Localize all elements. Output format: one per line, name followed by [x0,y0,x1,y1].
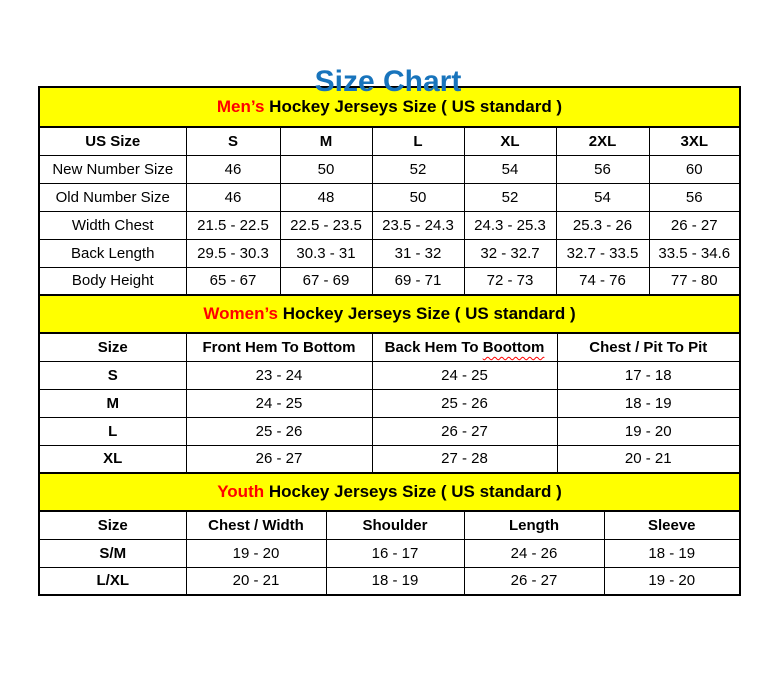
size-cell: 19 - 20 [186,539,326,567]
column-header-size: Size [39,333,186,361]
row-label: Old Number Size [39,183,186,211]
womens-size-table [38,294,741,474]
size-cell: 19 - 20 [557,417,740,445]
column-header-shoulder: Shoulder [326,511,464,539]
size-cell: 24 - 26 [464,539,604,567]
youth-section-band [39,473,740,511]
row-label: L [39,417,186,445]
size-cell: 25 - 26 [372,389,557,417]
mens-header-row [39,127,740,155]
size-cell: 65 - 67 [186,267,280,295]
table-row-body-height [39,267,740,295]
row-label: S [39,361,186,389]
size-tables [38,86,739,596]
table-row-womens-l [39,417,740,445]
size-cell: 56 [649,183,740,211]
back-hem-misspelled-word: Boottom [482,338,545,356]
size-cell: 46 [186,183,280,211]
size-cell: 18 - 19 [326,567,464,595]
column-header-xl: XL [464,127,556,155]
size-cell: 25 - 26 [186,417,372,445]
size-cell: 17 - 18 [557,361,740,389]
size-cell: 18 - 19 [557,389,740,417]
size-cell: 52 [372,155,464,183]
size-cell: 33.5 - 34.6 [649,239,740,267]
size-cell: 20 - 21 [186,567,326,595]
womens-header-row [39,333,740,361]
column-header-chest-pit: Chest / Pit To Pit [557,333,740,361]
size-cell: 24.3 - 25.3 [464,211,556,239]
column-header-m: M [280,127,372,155]
size-cell: 25.3 - 26 [556,211,649,239]
size-cell: 26 - 27 [649,211,740,239]
table-row-youth-lxl [39,567,740,595]
womens-section-band [39,295,740,333]
youth-header-row [39,511,740,539]
mens-section-title-rest: Hockey Jerseys Size ( US standard ) [269,97,563,116]
mens-size-table [38,86,741,296]
size-cell: 23 - 24 [186,361,372,389]
womens-section-title-highlight: Women’s [203,304,278,323]
column-header-chest-width: Chest / Width [186,511,326,539]
column-header-3xl: 3XL [649,127,740,155]
size-cell: 50 [280,155,372,183]
row-label: Body Height [39,267,186,295]
size-cell: 18 - 19 [604,539,740,567]
table-row-width-chest [39,211,740,239]
size-cell: 24 - 25 [372,361,557,389]
size-cell: 24 - 25 [186,389,372,417]
row-label: S/M [39,539,186,567]
size-cell: 48 [280,183,372,211]
column-header-length: Length [464,511,604,539]
youth-size-table [38,472,741,596]
size-cell: 50 [372,183,464,211]
size-cell: 46 [186,155,280,183]
size-cell: 26 - 27 [186,445,372,473]
size-cell: 69 - 71 [372,267,464,295]
womens-section-title-rest: Hockey Jerseys Size ( US standard ) [282,304,576,323]
row-label: New Number Size [39,155,186,183]
column-header-sleeve: Sleeve [604,511,740,539]
mens-section-title-highlight: Men’s [216,97,265,116]
size-cell: 32 - 32.7 [464,239,556,267]
column-header-front-hem: Front Hem To Bottom [186,333,372,361]
row-label: XL [39,445,186,473]
row-label: Back Length [39,239,186,267]
row-label: M [39,389,186,417]
size-cell: 31 - 32 [372,239,464,267]
size-cell: 21.5 - 22.5 [186,211,280,239]
column-header-2xl: 2XL [556,127,649,155]
youth-section-title [39,473,740,511]
size-cell: 56 [556,155,649,183]
youth-section-title-rest: Hockey Jerseys Size ( US standard ) [268,482,562,501]
table-row-womens-xl [39,445,740,473]
table-row-youth-sm [39,539,740,567]
size-cell: 26 - 27 [372,417,557,445]
size-cell: 32.7 - 33.5 [556,239,649,267]
size-cell: 23.5 - 24.3 [372,211,464,239]
size-cell: 74 - 76 [556,267,649,295]
size-cell: 27 - 28 [372,445,557,473]
column-header-size: Size [39,511,186,539]
size-cell: 54 [556,183,649,211]
size-cell: 20 - 21 [557,445,740,473]
size-cell: 60 [649,155,740,183]
back-hem-text: Back Hem To [384,338,479,356]
size-cell: 26 - 27 [464,567,604,595]
size-cell: 16 - 17 [326,539,464,567]
page-title: Size Chart [314,65,462,98]
table-row-old-number-size [39,183,740,211]
column-header-us-size: US Size [39,127,186,155]
size-cell: 52 [464,183,556,211]
youth-section-title-highlight: Youth [217,482,265,501]
row-label: L/XL [39,567,186,595]
table-row-new-number-size [39,155,740,183]
size-cell: 77 - 80 [649,267,740,295]
size-cell: 67 - 69 [280,267,372,295]
column-header-l: L [372,127,464,155]
size-cell: 72 - 73 [464,267,556,295]
column-header-s: S [186,127,280,155]
size-cell: 30.3 - 31 [280,239,372,267]
size-cell: 29.5 - 30.3 [186,239,280,267]
column-header-back-hem [372,333,557,361]
row-label: Width Chest [39,211,186,239]
womens-section-title [39,295,740,333]
table-row-womens-m [39,389,740,417]
table-row-back-length [39,239,740,267]
table-row-womens-s [39,361,740,389]
size-cell: 22.5 - 23.5 [280,211,372,239]
size-cell: 19 - 20 [604,567,740,595]
size-cell: 54 [464,155,556,183]
